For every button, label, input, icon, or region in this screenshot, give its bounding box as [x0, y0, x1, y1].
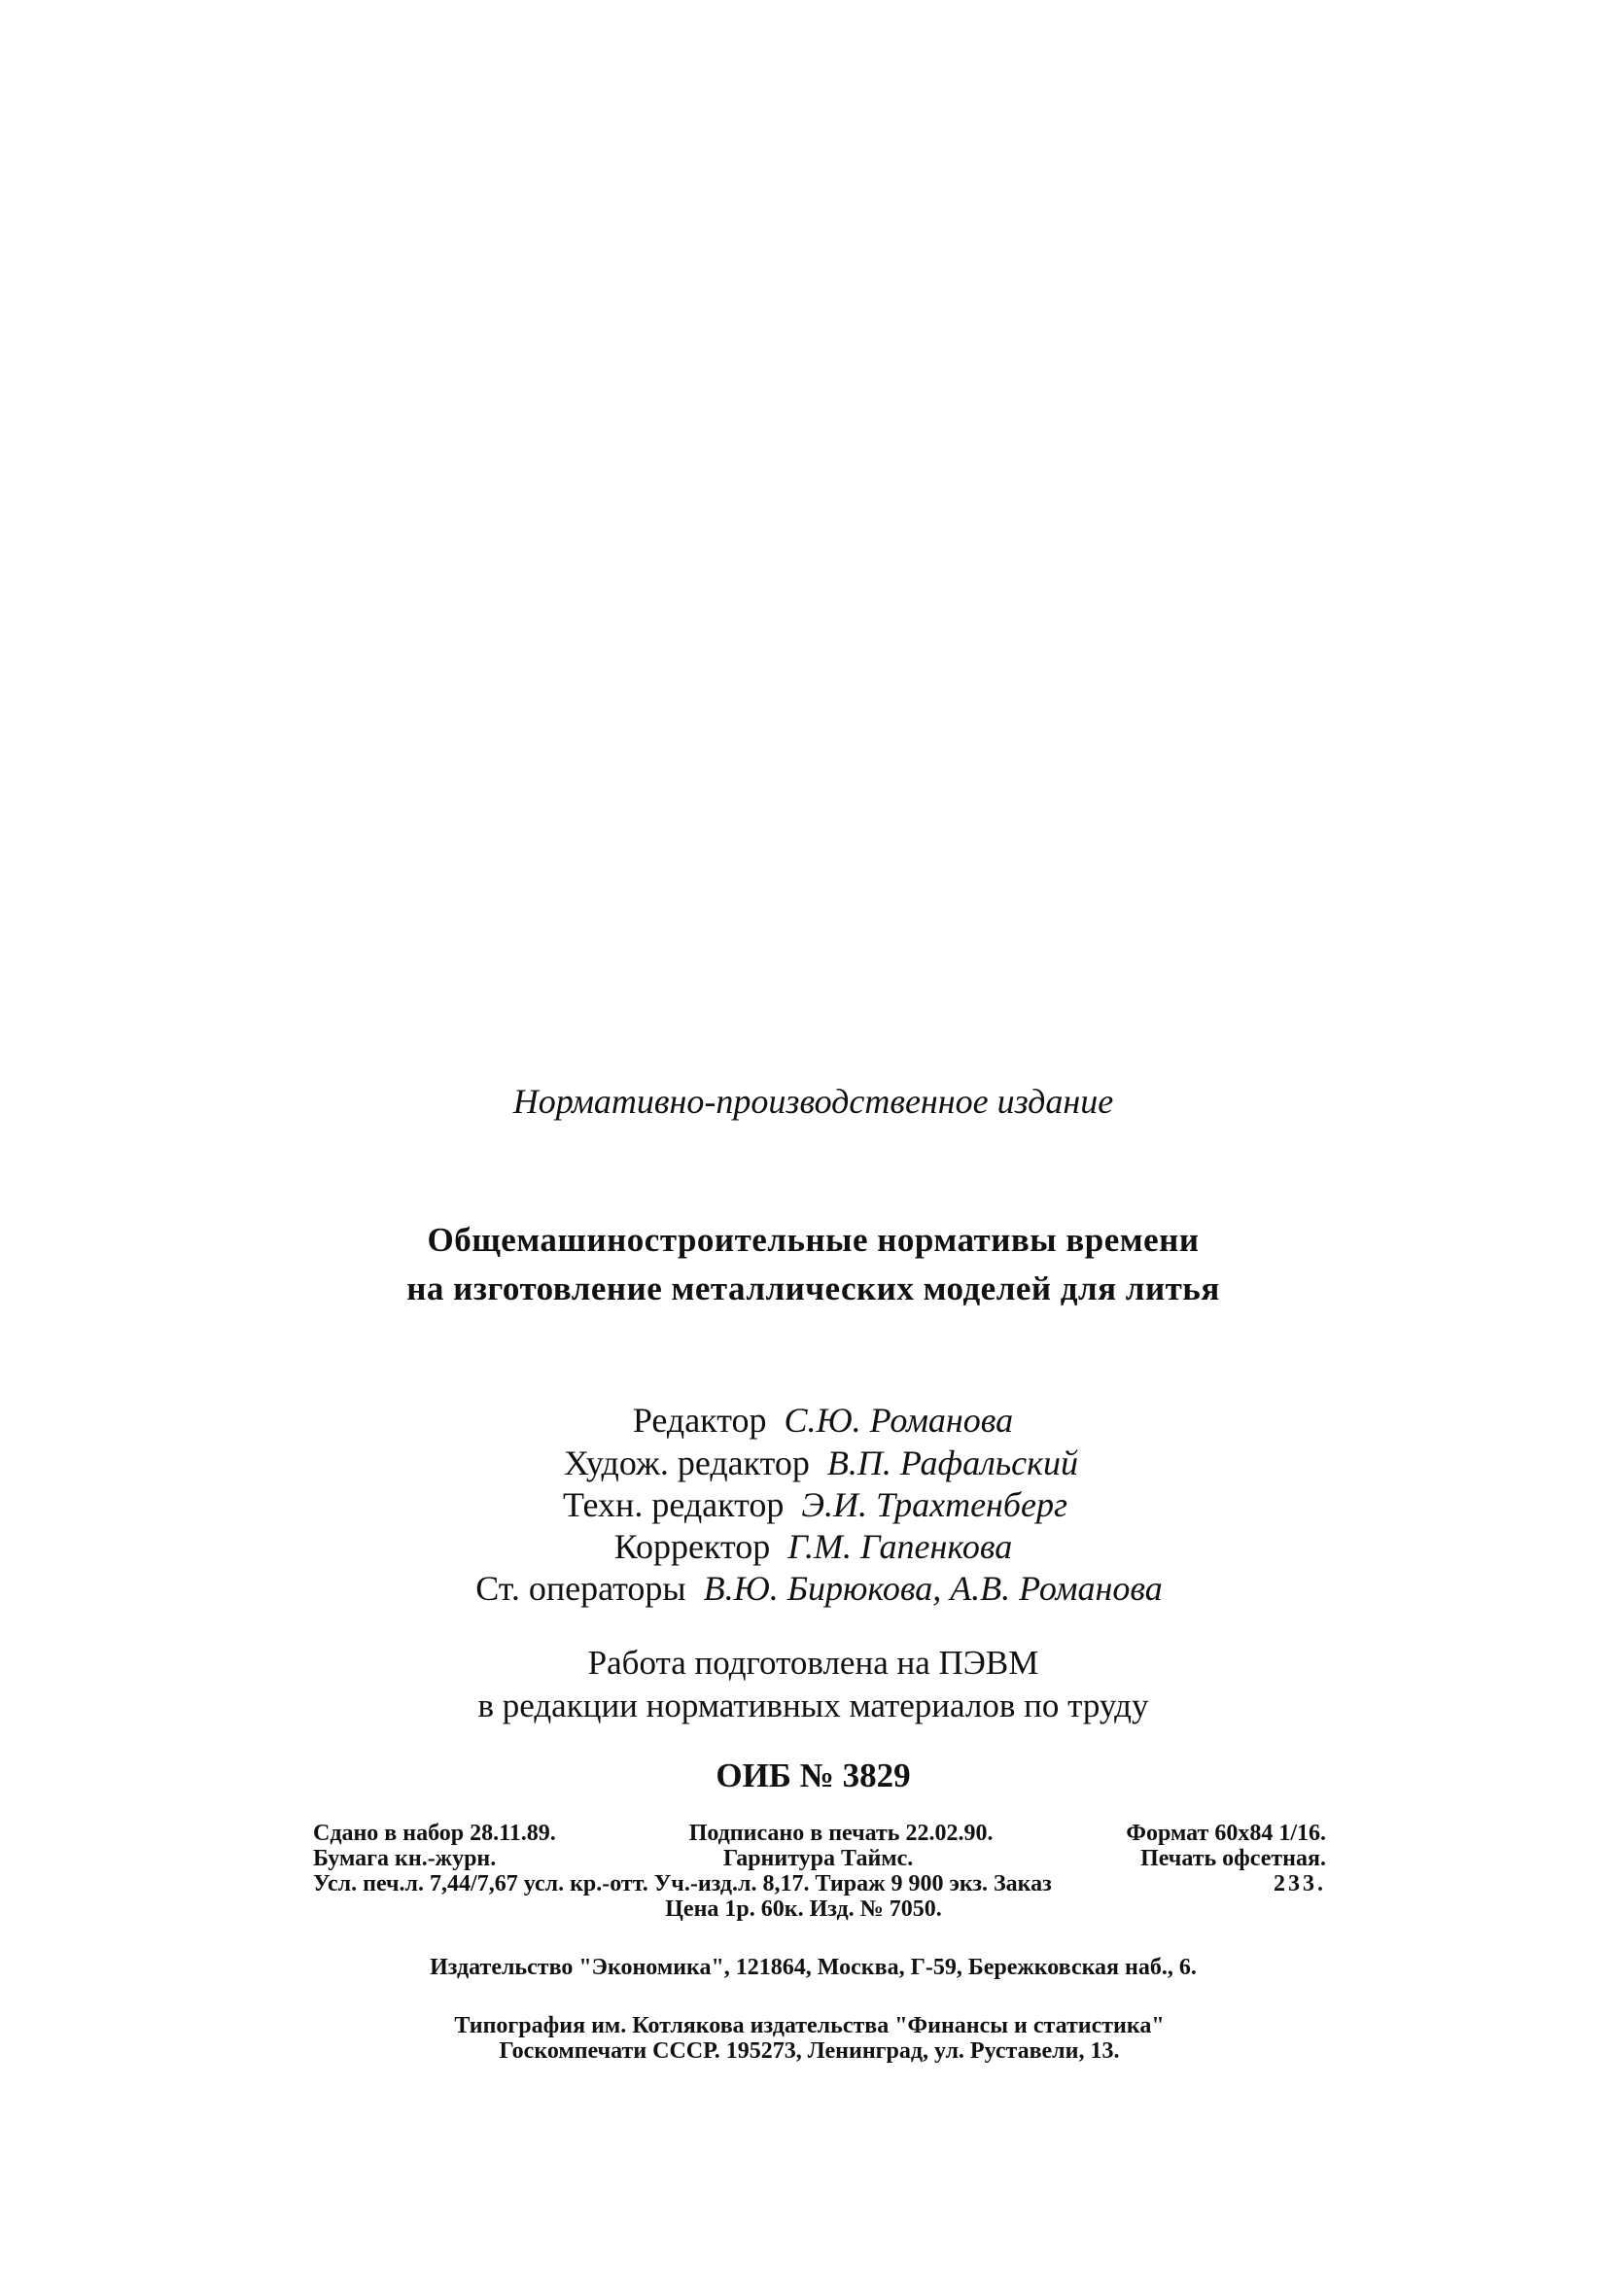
credit-name: В.П. Рафальский — [826, 1444, 1078, 1482]
imprint-typeface: Гарнитура Таймс. — [723, 1846, 914, 1871]
credit-name: Г.М. Гапенкова — [787, 1527, 1013, 1566]
credit-art-editor — [17, 1443, 1607, 1483]
credit-name: С.Ю. Романова — [784, 1401, 1014, 1440]
credit-role: Корректор — [613, 1527, 771, 1566]
credit-name: Э.И. Трахтенберг — [801, 1485, 1068, 1524]
credit-editor — [19, 1400, 1607, 1441]
imprint-paper: Бумага кн.-журн. — [313, 1846, 497, 1871]
imprint-sheets-run: Усл. печ.л. 7,44/7,67 усл. кр.-отт. Уч.-изд.л. 8,17. Тираж 9 900 экз. Заказ — [313, 1871, 1052, 1896]
imprint-printing: Печать офсетная. — [1140, 1846, 1326, 1871]
printer-line-2: Госкомпечати СССР. 195273, Ленинград, ул. Руставели, 13. — [499, 2038, 1120, 2064]
credit-role: Редактор — [632, 1401, 767, 1440]
imprint-row-1 — [313, 1821, 1326, 1846]
edition-type: Нормативно-производственное издание — [512, 1082, 1114, 1121]
printer-line-1: Типография им. Котлякова издательства "Финансы и статистика" — [454, 2013, 1165, 2038]
credit-tech-editor — [12, 1484, 1607, 1525]
credit-proofreader — [10, 1526, 1607, 1567]
imprint-typeset-date: Сдано в набор 28.11.89. — [313, 1821, 556, 1846]
imprint-order-number: 233. — [1274, 1871, 1326, 1896]
work-note-line-2: в редакции нормативных материалов по труду — [477, 1687, 1149, 1724]
imprint-signed-date: Подписано в печать 22.02.90. — [688, 1821, 994, 1846]
imprint-price: Цена 1р. 60к. Изд. № 7050. — [665, 1896, 942, 1922]
imprint-format: Формат 60х84 1/16. — [1126, 1821, 1326, 1846]
work-note-line-1: Работа подготовлена на ПЭВМ — [587, 1644, 1039, 1682]
credit-operators — [16, 1568, 1607, 1609]
imprint-row-2 — [313, 1846, 1326, 1871]
book-title-line-2: на изготовление металлических моделей для литья — [406, 1270, 1220, 1307]
credit-role: Ст. операторы — [475, 1569, 686, 1608]
credit-role: Худож. редактор — [563, 1444, 810, 1482]
imprint-row-3 — [313, 1871, 1326, 1896]
publisher-address: Издательство "Экономика", 121864, Москва, Г-59, Бережковская наб., 6. — [430, 1955, 1197, 1980]
credit-role: Техн. редактор — [562, 1485, 785, 1524]
book-title-line-1: Общемашиностроительные нормативы времени — [427, 1221, 1200, 1259]
oib-number: ОИБ № 3829 — [716, 1757, 911, 1794]
credit-name: В.Ю. Бирюкова, А.В. Романова — [703, 1569, 1163, 1608]
